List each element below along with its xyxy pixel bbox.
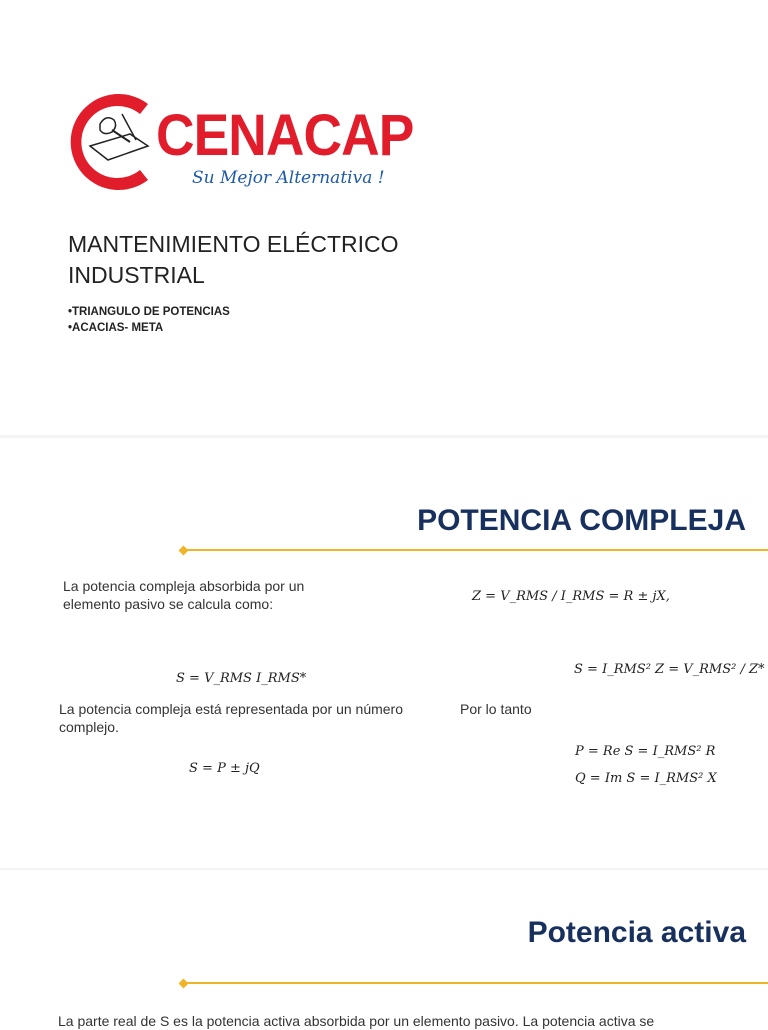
therefore-text: Por lo tanto [460,701,532,717]
bullet-item: •TRIANGULO DE POTENCIAS [68,306,230,318]
equation-s [176,671,306,686]
course-title: MANTENIMIENTO ELÉCTRICO INDUSTRIAL [68,231,399,288]
equation-s-pq [189,761,260,776]
equation-z [472,589,670,604]
representation-text: La potencia compleja está representada por un número complejo. [59,701,403,735]
equation-s-irms-text: S = I_RMS² Z = V_RMS² / Z* [574,662,765,677]
equation-s-irms [574,662,765,677]
bullet-item: •ACACIAS- META [68,322,164,334]
slide-heading: Potencia activa [527,916,746,949]
slide-heading: POTENCIA COMPLEJA [417,504,746,537]
equation-p-text: P = Re S = I_RMS² R [575,744,716,759]
heading-rule [183,982,768,984]
equation-p [575,744,715,759]
potencia-activa-slide [0,870,768,1029]
equation-s-text: S = V_RMS I_RMS* [176,671,307,686]
body-text: La parte real de S es la potencia activa absorbida por un elemento pasivo. La potencia activa se [58,1013,655,1029]
logo-tagline: Su Mejor Alternativa ! [192,168,385,188]
equation-q [575,771,717,786]
topic-bullets [68,304,230,336]
logo-wordmark: CENACAP [156,103,414,168]
equation-z-text: Z = V_RMS / I_RMS = R ± jX, [472,589,670,604]
title-slide [0,0,768,435]
heading-rule [183,549,768,551]
cenacap-logo [60,84,420,194]
equation-q-text: Q = Im S = I_RMS² X [575,771,717,786]
potencia-compleja-slide [0,438,768,868]
equation-s-pq-text: S = P ± jQ [189,761,260,776]
logo-c-emblem-icon [60,84,170,194]
intro-text: La potencia compleja absorbida por un elemento pasivo se calcula como: [63,578,305,612]
